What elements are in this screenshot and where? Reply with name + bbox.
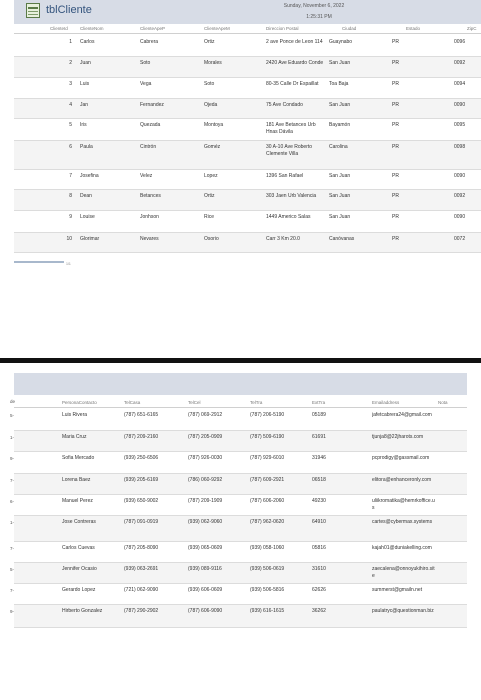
header-teltra: TelTra: [250, 400, 263, 405]
cell-exttra: 64910: [312, 519, 326, 525]
cell-ciudad: Canóvanas: [329, 236, 355, 242]
cell-estado: PR: [392, 60, 399, 66]
cell-clienteid: 2: [69, 60, 72, 66]
cell-telcel: (787) 209-1909: [188, 498, 223, 504]
cell-teltra: (939) 616-1615: [250, 608, 285, 614]
cell-teltra: (787) 609-2921: [250, 477, 285, 483]
cell-clienteid: 1: [69, 39, 72, 45]
table-header: [14, 25, 481, 34]
cell-emailaddress: zaecalena@onnoyukihiro.site: [372, 566, 435, 579]
cell-zipc: 0090: [454, 173, 466, 179]
report-time: 1:25:31 PM: [306, 14, 332, 20]
header-clienteapep: ClienteApeP: [140, 26, 166, 31]
table-row[interactable]: [14, 233, 481, 253]
cell-estado: PR: [392, 173, 399, 179]
cell-clientenom: Carlos: [80, 39, 95, 45]
table-row[interactable]: [14, 495, 467, 516]
cell-clienteid: 7: [69, 173, 72, 179]
header-personacontacto: PersonaContacto: [62, 400, 97, 405]
cell-exttra: 49230: [312, 498, 326, 504]
table-row[interactable]: [14, 409, 467, 431]
cell-telcasa: (721) 062-9090: [124, 587, 159, 593]
cell-personacontacto: Lorena Baez: [62, 477, 91, 483]
report-title-bar: [14, 0, 481, 24]
cell-clientenom: Paula: [80, 144, 93, 150]
cell-clienteapep: Vega: [140, 81, 152, 87]
cell-exttra: 05816: [312, 545, 326, 551]
table-row[interactable]: [14, 431, 467, 452]
cell-clienteapem: Lopez: [204, 173, 218, 179]
cell-telcasa: (787) 290-2902: [124, 608, 159, 614]
cell-telcasa: (939) 650-9002: [124, 498, 159, 504]
cell-clienteid: 8: [69, 193, 72, 199]
cell-personacontacto: Maria Cruz: [62, 434, 87, 440]
header-exttra: ExtTra: [312, 400, 326, 405]
cut-cell: 1-: [10, 435, 15, 440]
cell-clienteapep: Nevares: [140, 236, 159, 242]
cell-personacontacto: Carlos Cuevas: [62, 545, 95, 551]
cell-personacontacto: Gerardo Lopez: [62, 587, 96, 593]
cell-direccion: 30 A-10 Ave Roberto Clemente Villa: [266, 144, 313, 157]
cell-estado: PR: [392, 39, 399, 45]
cell-clienteapep: Velez: [140, 173, 153, 179]
cell-clienteid: 6: [69, 144, 72, 150]
cell-clientenom: Jan: [80, 102, 89, 108]
header-direccion: Direccion Postal: [266, 26, 299, 31]
cell-clienteapem: Ojeda: [204, 102, 218, 108]
header-ciudad: Ciudad: [342, 26, 357, 31]
cell-estado: PR: [392, 144, 399, 150]
cell-telcel: (787) 606-9090: [188, 608, 223, 614]
cell-estado: PR: [392, 236, 399, 242]
cut-cell: 7-: [10, 478, 15, 483]
cell-clienteid: 9: [69, 214, 72, 220]
cut-cell: 9-: [10, 609, 15, 614]
report-date: Sunday, November 6, 2022: [283, 3, 345, 9]
table-row[interactable]: [14, 211, 481, 233]
cell-estado: PR: [392, 193, 399, 199]
cell-clienteapem: Soto: [204, 81, 215, 87]
cell-exttra: 36262: [312, 608, 326, 614]
table-row[interactable]: [14, 99, 481, 119]
cell-emailaddress: summerst@gmailn.net: [372, 587, 423, 593]
cell-ciudad: San Juan: [329, 193, 351, 199]
cut-cell: 7-: [10, 546, 15, 551]
table-row[interactable]: [14, 141, 481, 170]
cell-direccion: 303 Jaen Urb Valencia: [266, 193, 317, 199]
cut-cell: 1-: [10, 520, 15, 525]
cell-teltra: (787) 509-6190: [250, 434, 285, 440]
cell-emailaddress: jafetcabrera24@gmail.com: [372, 412, 432, 418]
report-title: tblCliente: [46, 4, 92, 16]
cell-teltra: (939) 506-5816: [250, 587, 285, 593]
cell-emailaddress: elitora@enhanceronly.com: [372, 477, 432, 483]
cell-telcasa: (787) 209-2160: [124, 434, 159, 440]
cell-personacontacto: Sofia Mercado: [62, 455, 95, 461]
cell-telcel: (939) 062-9060: [188, 519, 223, 525]
cell-telcasa: (939) 250-6506: [124, 455, 159, 461]
cell-zipc: 0094: [454, 81, 466, 87]
cell-exttra: 05189: [312, 412, 326, 418]
cell-ciudad: San Juan: [329, 60, 351, 66]
cell-direccion: 1449 Americo Salas: [266, 214, 311, 220]
cell-direccion: 2420 Ave Eduardo Conde: [266, 60, 324, 66]
cell-emailaddress: pcprodigy@gassmail.com: [372, 455, 430, 461]
header-clienteid: ClienteId: [50, 26, 68, 31]
cell-estado: PR: [392, 81, 399, 87]
cell-clienteapem: Rice: [204, 214, 215, 220]
cell-ciudad: San Juan: [329, 173, 351, 179]
cell-direccion: Carr 3 Km 20.0: [266, 236, 300, 242]
cut-cell: 5-: [10, 413, 15, 418]
cell-teltra: (787) 929-6010: [250, 455, 285, 461]
cell-exttra: 31946: [312, 455, 326, 461]
cell-telcel: (787) 926-0030: [188, 455, 223, 461]
cell-clientenom: Dean: [80, 193, 92, 199]
footer-rule: [14, 261, 64, 263]
cell-teltra: (787) 206-5190: [250, 412, 285, 418]
cell-zipc: 0095: [454, 122, 466, 128]
cell-emailaddress: tjunja8@22jharots.com: [372, 434, 424, 440]
footer-mark: 1/1: [66, 262, 71, 266]
cell-estado: PR: [392, 102, 399, 108]
cell-personacontacto: Jennifer Ocasio: [62, 566, 97, 572]
cell-clienteid: 5: [69, 122, 72, 128]
report-header-band: [14, 373, 467, 395]
cell-direccion: 80-35 Calle Dr Espaillat: [266, 81, 319, 87]
cell-zipc: 0092: [454, 193, 466, 199]
header-telcel: TelCel: [188, 400, 201, 405]
cell-clientenom: Josefina: [80, 173, 99, 179]
cell-ciudad: Carolina: [329, 144, 348, 150]
cell-ciudad: San Juan: [329, 214, 351, 220]
cell-clienteapem: Goméz: [204, 144, 221, 150]
table-row[interactable]: [14, 452, 467, 474]
table-row[interactable]: [14, 584, 467, 605]
cell-clientenom: Iris: [80, 122, 87, 128]
table-row[interactable]: [14, 190, 481, 211]
cell-clienteid: 3: [69, 81, 72, 87]
cell-zipc: 0092: [454, 60, 466, 66]
cell-estado: PR: [392, 122, 399, 128]
cut-cell: 9-: [10, 456, 15, 461]
cell-teltra: (939) 058-1060: [250, 545, 285, 551]
cell-clienteapem: Osorio: [204, 236, 219, 242]
cell-telcasa: (787) 091-0919: [124, 519, 159, 525]
cell-clienteapep: Quezada: [140, 122, 161, 128]
table-row[interactable]: [14, 57, 481, 78]
cell-ciudad: San Juan: [329, 102, 351, 108]
cell-telcasa: (939) 205-6169: [124, 477, 159, 483]
cell-clienteapep: Betances: [140, 193, 161, 199]
cell-telcel: (939) 606-0609: [188, 587, 223, 593]
table2-header: [14, 399, 467, 408]
table-icon: [26, 3, 40, 18]
cell-telcel: (939) 089-9116: [188, 566, 222, 572]
cell-emailaddress: paulatryc@questionman.biz: [372, 608, 434, 614]
cell-telcel: (787) 069-2912: [188, 412, 223, 418]
cell-clienteapem: Montoya: [204, 122, 224, 128]
table-row[interactable]: [14, 170, 481, 190]
cell-exttra: 06518: [312, 477, 326, 483]
cell-emailaddress: kajah01@duniakelling.com: [372, 545, 432, 551]
header-telcasa: TelCasa: [124, 400, 141, 405]
cell-telcasa: (939) 063-2691: [124, 566, 159, 572]
cell-emailaddress: uliikromatika@hemrkoffice.us: [372, 498, 435, 511]
cell-telcel: (786) 060-9292: [188, 477, 223, 483]
cell-zipc: 0072: [454, 236, 466, 242]
cell-exttra: 31610: [312, 566, 326, 572]
cell-telcasa: (787) 205-8090: [124, 545, 159, 551]
cell-emailaddress: cartes@cybermax.systems: [372, 519, 433, 525]
cell-clientenom: Louise: [80, 214, 95, 220]
cell-teltra: (787) 962-0620: [250, 519, 285, 525]
header-nota: Nota: [438, 400, 448, 405]
table-row[interactable]: [14, 36, 481, 57]
header-zipc: ZipC: [467, 26, 477, 31]
cell-clienteid: 10: [66, 236, 72, 242]
cell-personacontacto: Hirberto Gonzalez: [62, 608, 103, 614]
cell-clientenom: Luis: [80, 81, 90, 87]
cell-direccion: 1396 San Rafael: [266, 173, 304, 179]
cell-clientenom: Juan: [80, 60, 91, 66]
header-clienteapem: ClienteApeM: [204, 26, 230, 31]
cell-clienteapem: Morales: [204, 60, 222, 66]
cell-exttra: 62626: [312, 587, 326, 593]
header-estado: Estado: [406, 26, 421, 31]
table-row[interactable]: [14, 605, 467, 628]
cell-personacontacto: Luis Rivera: [62, 412, 88, 418]
cut-cell: 7-: [10, 588, 15, 593]
cell-clientenom: Glorimar: [80, 236, 100, 242]
cell-clienteapep: Soto: [140, 60, 151, 66]
cell-telcasa: (787) 651-6165: [124, 412, 159, 418]
cell-zipc: 0098: [454, 144, 466, 150]
table-row[interactable]: [14, 119, 481, 141]
cell-personacontacto: Jose Contreras: [62, 519, 96, 525]
cell-ciudad: Guaynabo: [329, 39, 353, 45]
cell-direccion: 181 Ave Betances Urb Hnas Dávila: [266, 122, 316, 135]
cut-cell: 6-: [10, 499, 15, 504]
cell-clienteapem: Ortiz: [204, 39, 215, 45]
cell-exttra: 61691: [312, 434, 326, 440]
header-emailaddress: Emailaddress: [372, 400, 400, 405]
table-row[interactable]: [14, 542, 467, 563]
cell-clienteapep: Fernandez: [140, 102, 164, 108]
cell-zipc: 0090: [454, 102, 466, 108]
cut-cell: 5-: [10, 567, 15, 572]
cell-telcel: (787) 205-0909: [188, 434, 223, 440]
cell-telcel: (939) 065-0609: [188, 545, 223, 551]
cell-estado: PR: [392, 214, 399, 220]
header-clientenom: ClienteNom: [80, 26, 104, 31]
report-page-2: [0, 363, 481, 700]
cell-clienteapep: Jonhson: [140, 214, 159, 220]
cell-teltra: (939) 506-0619: [250, 566, 285, 572]
cut-header: de: [10, 399, 16, 404]
cell-ciudad: Bayamón: [329, 122, 351, 128]
table-row[interactable]: [14, 474, 467, 495]
cell-personacontacto: Manuel Perez: [62, 498, 93, 504]
table-row[interactable]: [14, 516, 467, 542]
cell-clienteid: 4: [69, 102, 72, 108]
cell-direccion: 2 ave Ponce de Leon 114: [266, 39, 323, 45]
table-row[interactable]: [14, 563, 467, 584]
cell-clienteapep: Cintrón: [140, 144, 157, 150]
cell-zipc: 0090: [454, 214, 466, 220]
cell-ciudad: Toa Baja: [329, 81, 349, 87]
cell-direccion: 75 Ave Condado: [266, 102, 303, 108]
cell-clienteapem: Ortiz: [204, 193, 215, 199]
cell-clienteapep: Cabrera: [140, 39, 159, 45]
table-row[interactable]: [14, 78, 481, 99]
cell-teltra: (787) 606-2060: [250, 498, 285, 504]
cell-zipc: 0096: [454, 39, 466, 45]
